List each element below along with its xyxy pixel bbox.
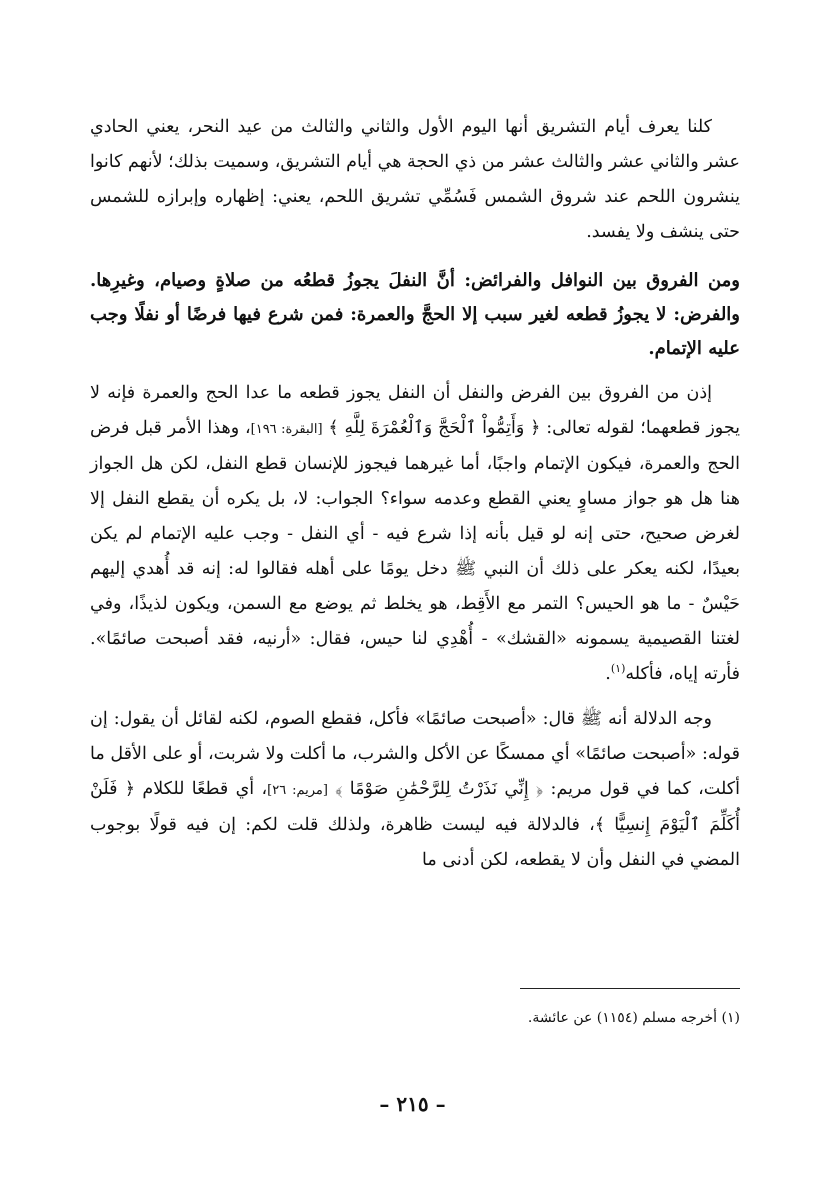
paragraph-fard-nafl: إذن من الفروق بين الفرض والنفل أن النفل يجوز قطعه ما عدا الحج والعمرة فإنه لا يجوز قطعهما؛ لقوله تعالى: ﴿ وَأَتِمُّواْ ٱلْحَجَّ وَٱلْعُمْرَةَ لِلَّهِ ﴾ [البقرة: ١٩٦]، وهذا الأمر قبل فرض الحج والعمرة، فيكون الإتمام واجبًا، أما غيرهما فيجوز للإنسان قطع النفل، لكن هل الجواز هنا هل هو جواز مساوٍ يعني القطع وعدمه سواء؟ الجواب: لا، بل يكره أن يقطع النفل إلا لغرض صحيح، حتى إنه لو قيل بأنه إذا شرع فيه - أي النفل - وجب عليه الإتمام لم يكن بعيدًا، لكنه يعكر على ذلك أن النبي ﷺ دخل يومًا على أهله فقالوا له: إنه قد أُهدي إليهم حَيْسٌ - ما هو الحيس؟ التمر مع الأَقِط، هو يخلط ثم يوضع مع السمن، ويكون لذيذًا، وفي لغتنا القصيمية يسمونه «القشك» - أُهْدِي لنا حيس، فقال: «أرنيه، فقد أصبحت صائمًا». فأرته إياه، فأكله$^{(١)}$.	[90, 383, 740, 684]
verse-reference: [البقرة: ١٩٦]	[250, 422, 323, 437]
paragraph-dalala	[90, 702, 740, 878]
paragraph-rule-nawafil: ومن الفروق بين النوافل والفرائض: أنَّ النفلَ يجوزُ قطعُه من صلاةٍ وصيام، وغيرِها. والفرض: لا يجوزُ قطعه لغير سبب إلا الحجَّ والعمرة: فمن شرع فيها فرضًا أو نفلًا وجب عليه الإتمام.	[90, 270, 740, 359]
footnote-marker: (١)	[610, 662, 626, 676]
footnote: (١) أخرجه مسلم (١١٥٤) عن عائشة.	[527, 1010, 740, 1026]
text-segment: ، أي قطعًا للكلام	[135, 779, 268, 799]
quran-verse: ﴿ إِنِّي نَذَرْتُ لِلرَّحْمَٰنِ صَوْمًا ﴾	[335, 779, 544, 799]
text-segment: ، وهذا الأمر قبل فرض الحج والعمرة، فيكون الإتمام واجبًا، أما غيرهما فيجوز للإنسان قطع النفل، لكن هل الجواز هنا هل هو جواز مساوٍ يعني القطع وعدمه سواء؟ الجواب: لا، بل يكره أن يقطع النفل إلا لغرض صحيح، حتى إنه لو قيل بأنه إذا شرع فيه - أي النفل - وجب عليه الإتمام لم يكن بعيدًا، لكنه يعكر على ذلك أن النبي ﷺ دخل يومًا على أهله فقالوا له: إنه قد أُهدي إليهم حَيْسٌ - ما هو الحيس؟ التمر مع الأَقِط، هو يخلط ثم يوضع مع السمن، ويكون لذيذًا، وفي لغتنا القصيمية يسمونه «القشك» - أُهْدِي لنا حيس، فقال: «أرنيه، فقد أصبحت صائمًا». فأرته إياه، فأكله	[90, 418, 740, 684]
paragraph-tashreeq: كلنا يعرف أيام التشريق أنها اليوم الأول والثاني والثالث من عيد النحر، يعني الحادي عشر والثاني عشر والثالث عشر من ذي الحجة هي أيام التشريق، وسميت بذلك؛ لأنهم كانوا ينشرون اللحم عند شروق الشمس فَسُمِّي تشريق اللحم، يعني: إظهاره وإبرازه للشمس حتى ينشف ولا يفسد.	[90, 117, 740, 242]
page-number: – ٢١٥ –	[379, 1092, 446, 1116]
page-body	[90, 110, 740, 878]
footnote-divider	[520, 988, 740, 989]
quran-verse: ﴿ فَلَنْ أُكَلِّمَ ٱلْيَوْمَ إِنسِيًّا ﴾	[90, 779, 740, 835]
text-segment: وجه الدلالة أنه ﷺ قال: «أصبحت صائمًا» فأكل، فقطع الصوم، لكنه لقائل أن يقول: إن قوله: «أصبحت صائمًا» أي ممسكًا عن الأكل والشرب، ما أكلت ولا شربت، أو على الأقل ما أكلت، كما في قول مريم:	[90, 709, 740, 799]
verse-reference: [مريم: ٢٦]	[267, 783, 328, 798]
quran-verse: ﴿ وَأَتِمُّواْ ٱلْحَجَّ وَٱلْعُمْرَةَ لِلَّهِ ﴾	[328, 418, 541, 438]
text-segment: إذن من الفروق بين الفرض والنفل أن النفل يجوز قطعه ما عدا الحج والعمرة فإنه لا يجوز قطعهما؛ لقوله تعالى:	[90, 383, 740, 438]
text-segment: ، فالدلالة فيه ليست ظاهرة، ولذلك قلت لكم: إن فيه قولًا بوجوب المضي في النفل وأن لا يقطعه، لكن أدنى ما	[90, 815, 740, 870]
